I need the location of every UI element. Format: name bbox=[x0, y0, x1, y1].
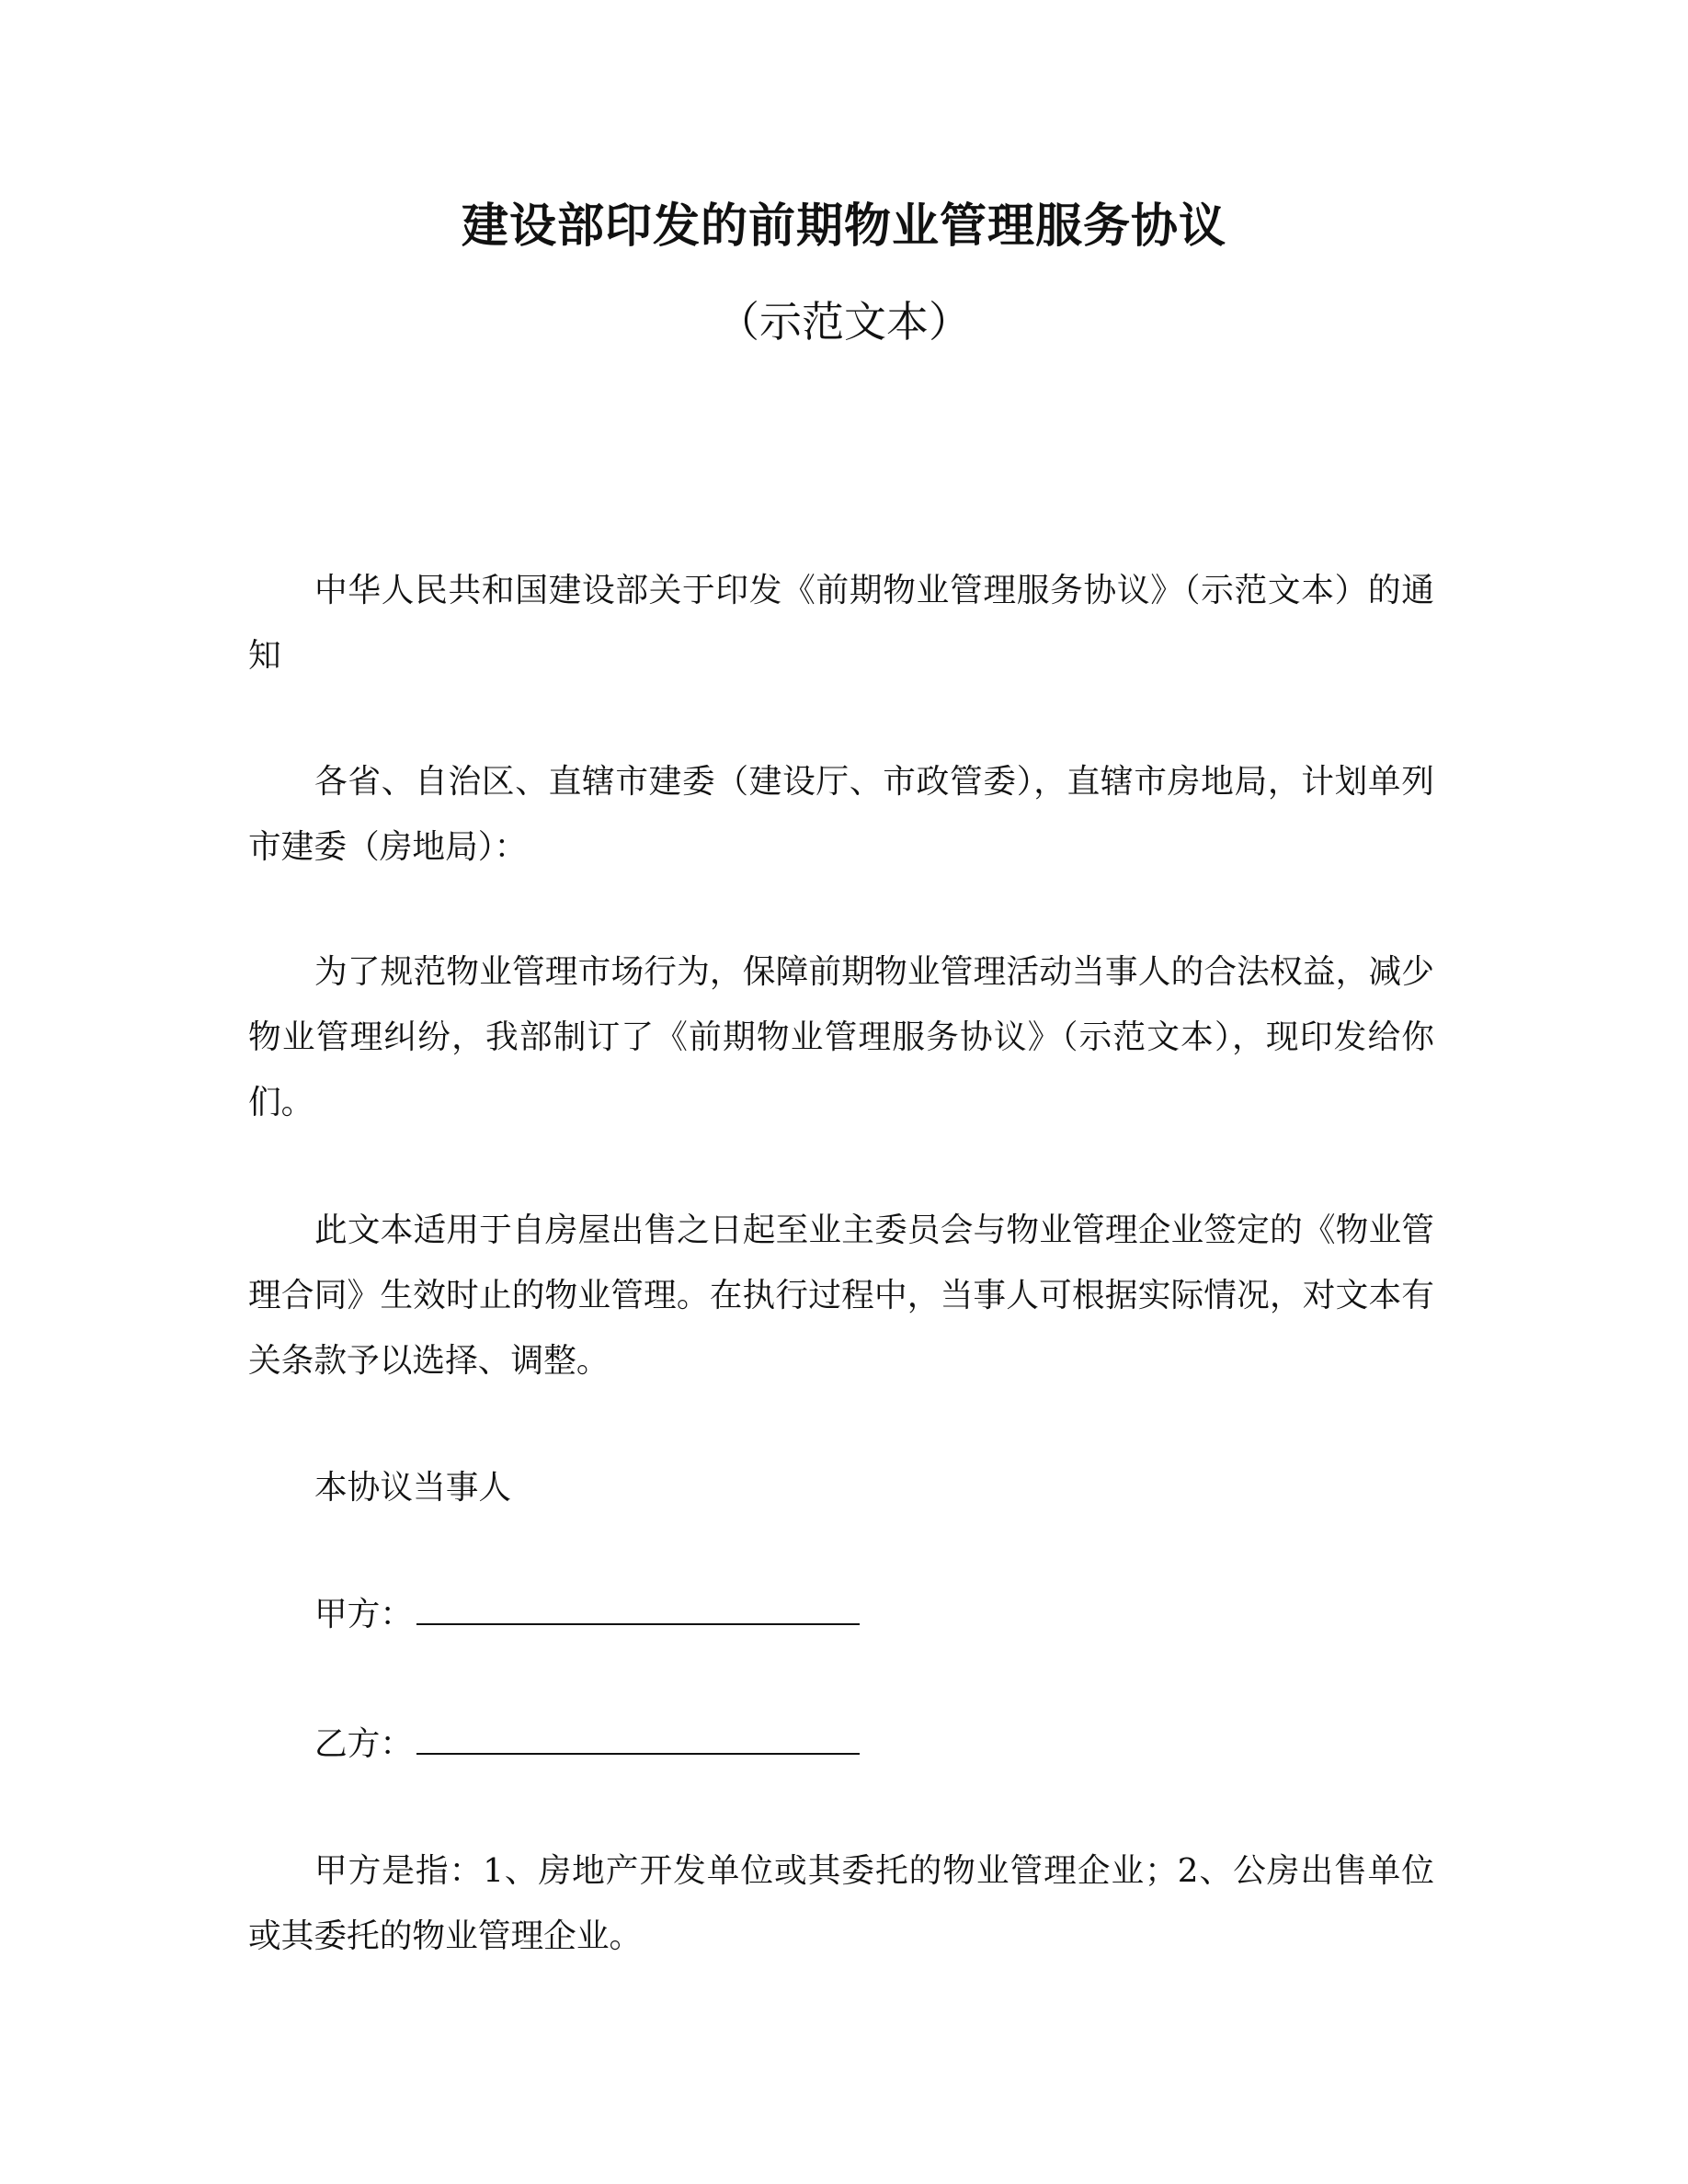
party-a-label: 甲方： bbox=[314, 1596, 414, 1633]
addressee-paragraph: 各省、自治区、直辖市建委（建设厅、市政管委），直辖市房地局，计划单列市建委（房地局）： bbox=[248, 763, 1434, 866]
document-subtitle: （示范文本） bbox=[717, 297, 971, 347]
purpose-paragraph: 为了规范物业管理市场行为，保障前期物业管理活动当事人的合法权益，减少物业管理纠纷，我部制订了《前期物业管理服务协议》（示范文本），现印发给你们。 bbox=[248, 953, 1434, 1121]
document-title: 建设部印发的前期物业管理服务协议 bbox=[461, 199, 1226, 254]
party-b-label: 乙方： bbox=[314, 1725, 414, 1763]
parties-heading: 本协议当事人 bbox=[314, 1469, 512, 1507]
party-a-field bbox=[314, 1582, 860, 1647]
party-a-blank-line bbox=[416, 1587, 860, 1625]
scope-paragraph: 此文本适用于自房屋出售之日起至业主委员会与物业管理企业签定的《物业管理合同》生效时止的物业管理。在执行过程中，当事人可根据实际情况，对文本有关条款予以选择、调整。 bbox=[248, 1211, 1434, 1380]
notice-heading-paragraph: 中华人民共和国建设部关于印发《前期物业管理服务协议》（示范文本）的通知 bbox=[248, 572, 1434, 675]
party-b-blank-line bbox=[416, 1716, 860, 1755]
party-b-field bbox=[314, 1712, 860, 1777]
party-a-definition-paragraph: 甲方是指：1、房地产开发单位或其委托的物业管理企业；2、公房出售单位或其委托的物业管理企业。 bbox=[248, 1852, 1434, 1955]
